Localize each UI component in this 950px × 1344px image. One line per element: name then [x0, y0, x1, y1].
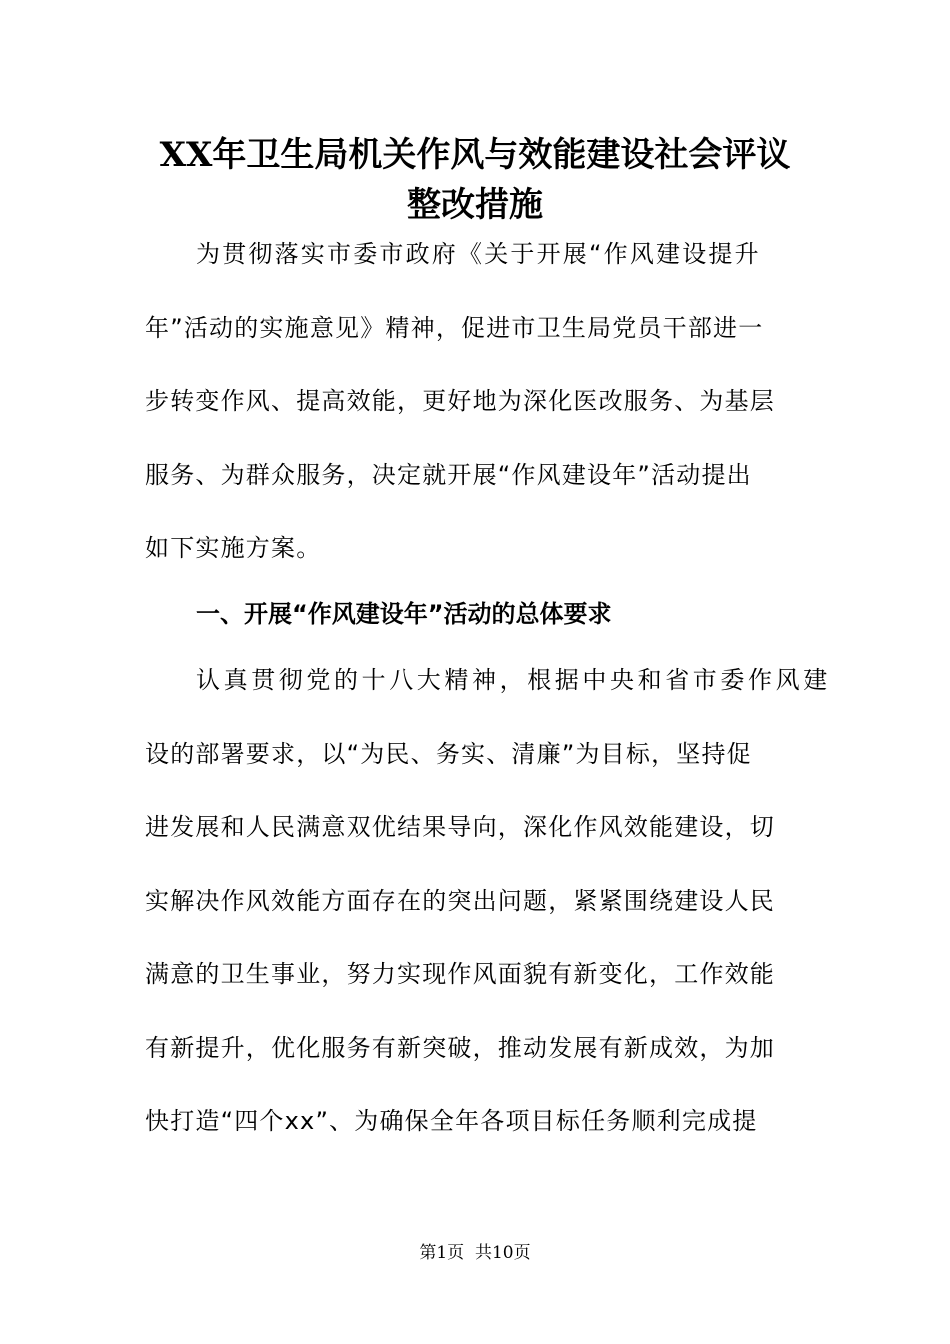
- paragraph-2-line-3: 进发展和人民满意双优结果导向，深化作风效能建设，切: [145, 813, 775, 841]
- paragraph-1-line-1: 为贯彻落实市委市政府《关于开展“作风建设提升: [196, 240, 761, 268]
- paragraph-2-line-4: 实解决作风效能方面存在的突出问题，紧紧围绕建设人民: [145, 887, 775, 915]
- paragraph-2-line-6: 有新提升，优化服务有新突破，推动发展有新成效，为加: [145, 1034, 775, 1062]
- document-title-line-2: 整改措施: [407, 185, 543, 225]
- document-title-line-1: XX年卫生局机关作风与效能建设社会评议: [159, 135, 791, 175]
- page-number-footer: 第1页 共10页: [419, 1243, 531, 1263]
- paragraph-1-line-4: 服务、为群众服务，决定就开展“作风建设年”活动提出: [145, 461, 752, 489]
- paragraph-2-line-5: 满意的卫生事业，努力实现作风面貌有新变化，工作效能: [145, 960, 775, 988]
- paragraph-1-line-2: 年”活动的实施意见》精神，促进市卫生局党员干部进一: [145, 314, 764, 342]
- paragraph-2-line-7: 快打造“四个xx”、为确保全年各项目标任务顺利完成提: [145, 1107, 758, 1135]
- section-1-heading: 一、开展“作风建设年”活动的总体要求: [196, 600, 612, 628]
- paragraph-2-line-2: 设的部署要求，以“为民、务实、清廉”为目标，坚持促: [145, 740, 752, 768]
- paragraph-1-line-5: 如下实施方案。: [145, 534, 322, 562]
- paragraph-1-line-3: 步转变作风、提高效能，更好地为深化医改服务、为基层: [145, 387, 775, 415]
- paragraph-2-line-1: 认真贯彻党的十八大精神，根据中央和省市委作风建: [196, 666, 831, 694]
